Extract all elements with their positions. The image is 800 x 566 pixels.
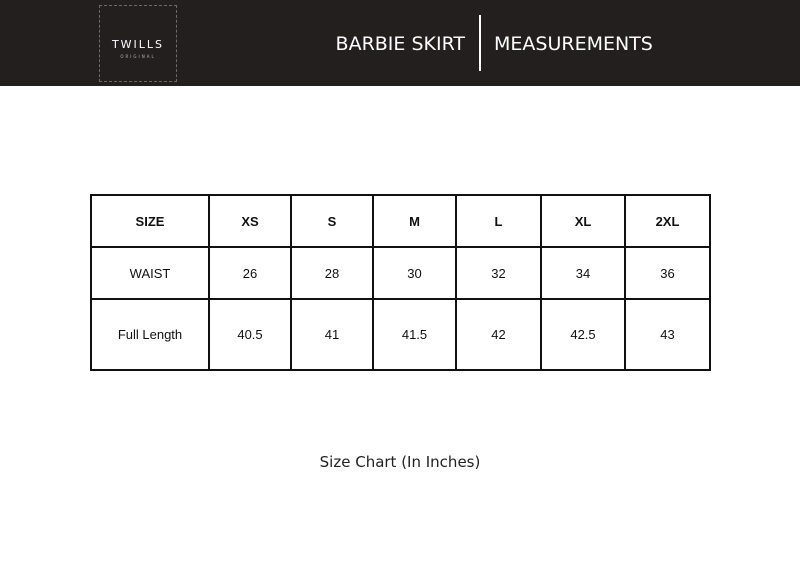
row-label: SIZE xyxy=(91,195,209,247)
measurement-cell: 34 xyxy=(541,247,625,299)
measurement-cell: 32 xyxy=(456,247,541,299)
waist-row xyxy=(91,247,710,299)
logo-subtext: ORIGINAL xyxy=(120,54,156,59)
row-label: WAIST xyxy=(91,247,209,299)
full-length-row xyxy=(91,299,710,370)
size-cell: L xyxy=(456,195,541,247)
measurement-cell: 43 xyxy=(625,299,710,370)
size-table xyxy=(90,194,711,371)
size-cell: S xyxy=(291,195,373,247)
measurement-cell: 41.5 xyxy=(373,299,456,370)
brand-logo xyxy=(99,5,177,82)
title-divider xyxy=(479,15,481,71)
size-cell: XS xyxy=(209,195,291,247)
measurement-cell: 36 xyxy=(625,247,710,299)
product-title: BARBIE SKIRT xyxy=(335,33,465,55)
measurement-cell: 26 xyxy=(209,247,291,299)
size-cell: XL xyxy=(541,195,625,247)
header-bar xyxy=(0,0,800,86)
size-header-row xyxy=(91,195,710,247)
measurement-cell: 28 xyxy=(291,247,373,299)
measurement-cell: 41 xyxy=(291,299,373,370)
logo-text: TWILLS xyxy=(111,38,165,51)
measurement-cell: 42.5 xyxy=(541,299,625,370)
size-cell: 2XL xyxy=(625,195,710,247)
size-cell: M xyxy=(373,195,456,247)
measurement-cell: 40.5 xyxy=(209,299,291,370)
measurement-cell: 42 xyxy=(456,299,541,370)
section-title: MEASUREMENTS xyxy=(494,33,653,55)
measurement-cell: 30 xyxy=(373,247,456,299)
row-label: Full Length xyxy=(91,299,209,370)
table-caption: Size Chart (In Inches) xyxy=(319,453,481,471)
